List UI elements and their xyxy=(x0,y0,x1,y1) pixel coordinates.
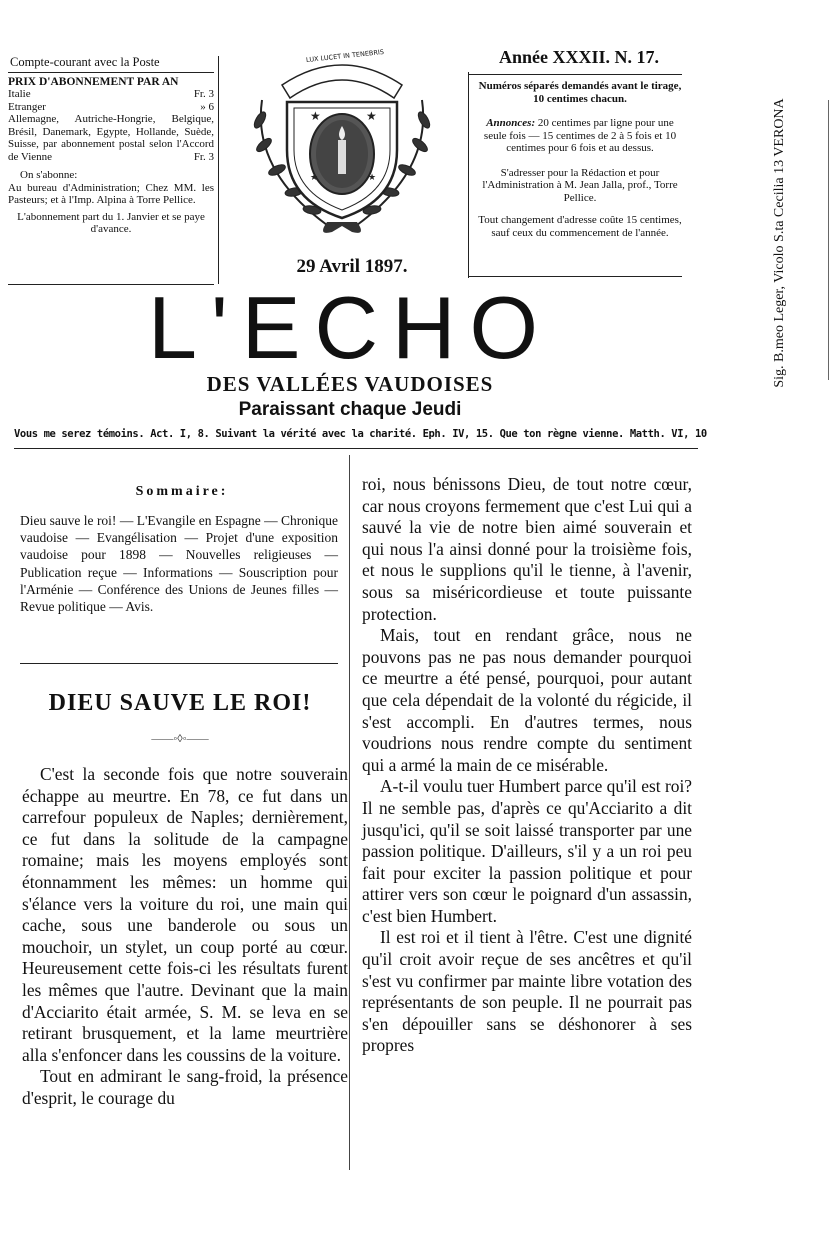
numeros-text: Numéros séparés demandés avant le tirage, 10 centimes chacun. xyxy=(478,80,682,105)
info-box xyxy=(478,80,682,239)
svg-text:★: ★ xyxy=(310,109,321,123)
issue-date: 29 Avril 1897. xyxy=(296,256,408,277)
left-box-divider xyxy=(218,56,219,284)
right-box-top xyxy=(468,74,682,75)
svg-text:★: ★ xyxy=(310,173,319,183)
abonne-text: Au bureau d'Administration; Chez MM. les Pasteurs; et à l'Imp. Alpina à Torre Pellice. xyxy=(8,181,214,206)
sommaire-title: Sommaire: xyxy=(135,484,229,499)
compte-courant: Compte-courant avec la Poste xyxy=(10,55,160,69)
title-ornament: ——◦◊◦—— xyxy=(151,733,209,745)
article-paragraph: Mais, tout en rendant grâce, nous ne pouvons pas ne pas nous demander pourquoi ce meurtre a été pensé, pourquoi, pour autant que cela dépendait de la volonté du régicide, il s'est accompli. En d'autres termes, nous voudrions nous rendre compte du sentiment qui a armé la main de ce misérable. xyxy=(362,625,692,775)
annonces-text: Annonces: 20 centimes par ligne pour une seule fois — 15 centimes de 2 à 5 fois et 10 centimes pour 6 fois et au dessus. xyxy=(483,117,677,154)
masthead-tagline: Paraissant chaque Jeudi xyxy=(238,399,462,420)
recipient-address xyxy=(760,95,800,395)
column-divider xyxy=(349,455,350,1170)
subscription-box xyxy=(8,56,214,276)
article-paragraph: roi, nous bénissons Dieu, de tout notre cœur, car nous croyons fermement que c'est Lui qui a sauvé la vie de notre bien aimé souverain et qui nous l'a ainsi donné pour la troisième fois, et nous le supplions qu'il le tienne, à l'avenir, sous sa miséricordieuse et toute puissante protection. xyxy=(362,474,692,624)
seal-emblem xyxy=(222,40,462,240)
abonne-title: On s'abonne: xyxy=(20,169,78,181)
article-title: DIEU SAUVE LE ROI! xyxy=(48,690,312,716)
issue-number: Année XXXII. N. 17. xyxy=(498,47,659,67)
adresser-text: S'adresser pour la Rédaction et pour l'Administration à M. Jean Jalla, prof., Torre Pellice. xyxy=(482,166,678,204)
sommaire-rule xyxy=(20,663,338,664)
sommaire-text: Dieu sauve le roi! — L'Evangile en Espagne — Chronique vaudoise — Evangélisation — Projet d'une exposition vaudoise pour 1898 — Nouvelles religieuses — Publication reçue — Informations — Souscription pour l'Arménie — Conférence des Unions de Jeunes filles — Revue politique — Avis. xyxy=(20,513,338,615)
abonne-note: L'abonnement part du 1. Janvier et se paye d'avance. xyxy=(17,210,205,235)
changement-text: Tout changement d'adresse coûte 15 centimes, sauf ceux du commencement de l'année. xyxy=(478,214,682,239)
price-etranger: Etranger » 6 xyxy=(8,100,214,113)
price-postal: Allemagne, Autriche-Hongrie, Belgique, Brésil, Danemark, Egypte, Hollande, Suède, Suisse, par abonnement postal selon l'Accord de Vienne Fr. 3 xyxy=(8,113,214,163)
article-paragraph: Tout en admirant le sang-froid, la présence d'esprit, le courage du xyxy=(22,1066,348,1108)
masthead-rule xyxy=(14,448,698,449)
margin-mark xyxy=(828,100,829,380)
article-paragraph: Il est roi et il tient à l'être. C'est une dignité qu'il croit avoir reçue de ses ancêtres et qu'il s'est vu confirmer par mainte libre votation des représentants de son peuple. Il ne pourrait pas s'en dépouiller sans se déshonorer à ses propres xyxy=(362,927,692,1056)
masthead-epigraph: Vous me serez témoins. Act. I, 8. Suivant la vérité avec la charité. Eph. IV, 15. Que ton règne vienne. Matth. VI, 10 xyxy=(14,428,707,440)
article-paragraph: A-t-il voulu tuer Humbert parce qu'il est roi? Il ne semble pas, d'après ce qu'Acciarito a dit jusqu'ici, qu'il se soit laissé transporter par une passion politique. D'ailleurs, s'il y a un roi peu fait pour exciter la passion politique et pour attirer vers son cœur le poignard d'un assassin, c'est bien Humbert. xyxy=(362,776,692,926)
seal-icon xyxy=(222,40,462,240)
prix-title: PRIX D'ABONNEMENT PAR AN xyxy=(8,75,179,88)
price-italie: Italie Fr. 3 xyxy=(8,88,214,100)
right-box-divider xyxy=(468,72,469,278)
article-left-column xyxy=(22,764,348,1110)
svg-text:★: ★ xyxy=(366,109,377,123)
seal-motto: LUX LUCET IN TENEBRIS xyxy=(305,47,385,65)
svg-text:★: ★ xyxy=(368,173,377,183)
article-right-column xyxy=(362,474,692,1057)
right-box-bottom xyxy=(468,276,682,277)
address-text: Sig. B.meo Leger, Vicolo S.ta Cecilia 13 VERONA xyxy=(772,98,787,388)
masthead-title: L'ECHO xyxy=(148,278,552,377)
article-paragraph: C'est la seconde fois que notre souverain échappe au meurtre. En 78, ce fut dans un carrefour populeux de Naples; dernièrement, ce fut dans la solitude de la campagne romaine; mais les moyens employés sont étonnamment les mêmes: un homme qui s'élance vers la voiture du roi, une main qui cache, sous une banderole ou sous un mouchoir, un stylet, un coup porté au cœur. Heureusement cette fois-ci les résultats furent les mêmes que l'autre. Devinant que la main d'Acciarito était armée, S. M. se leva en se retirant brusquement, et la lame meurtrière alla s'enfoncer dans les coussins de la voiture. xyxy=(22,764,348,1065)
masthead-subtitle: DES VALLÉES VAUDOISES xyxy=(206,372,494,396)
